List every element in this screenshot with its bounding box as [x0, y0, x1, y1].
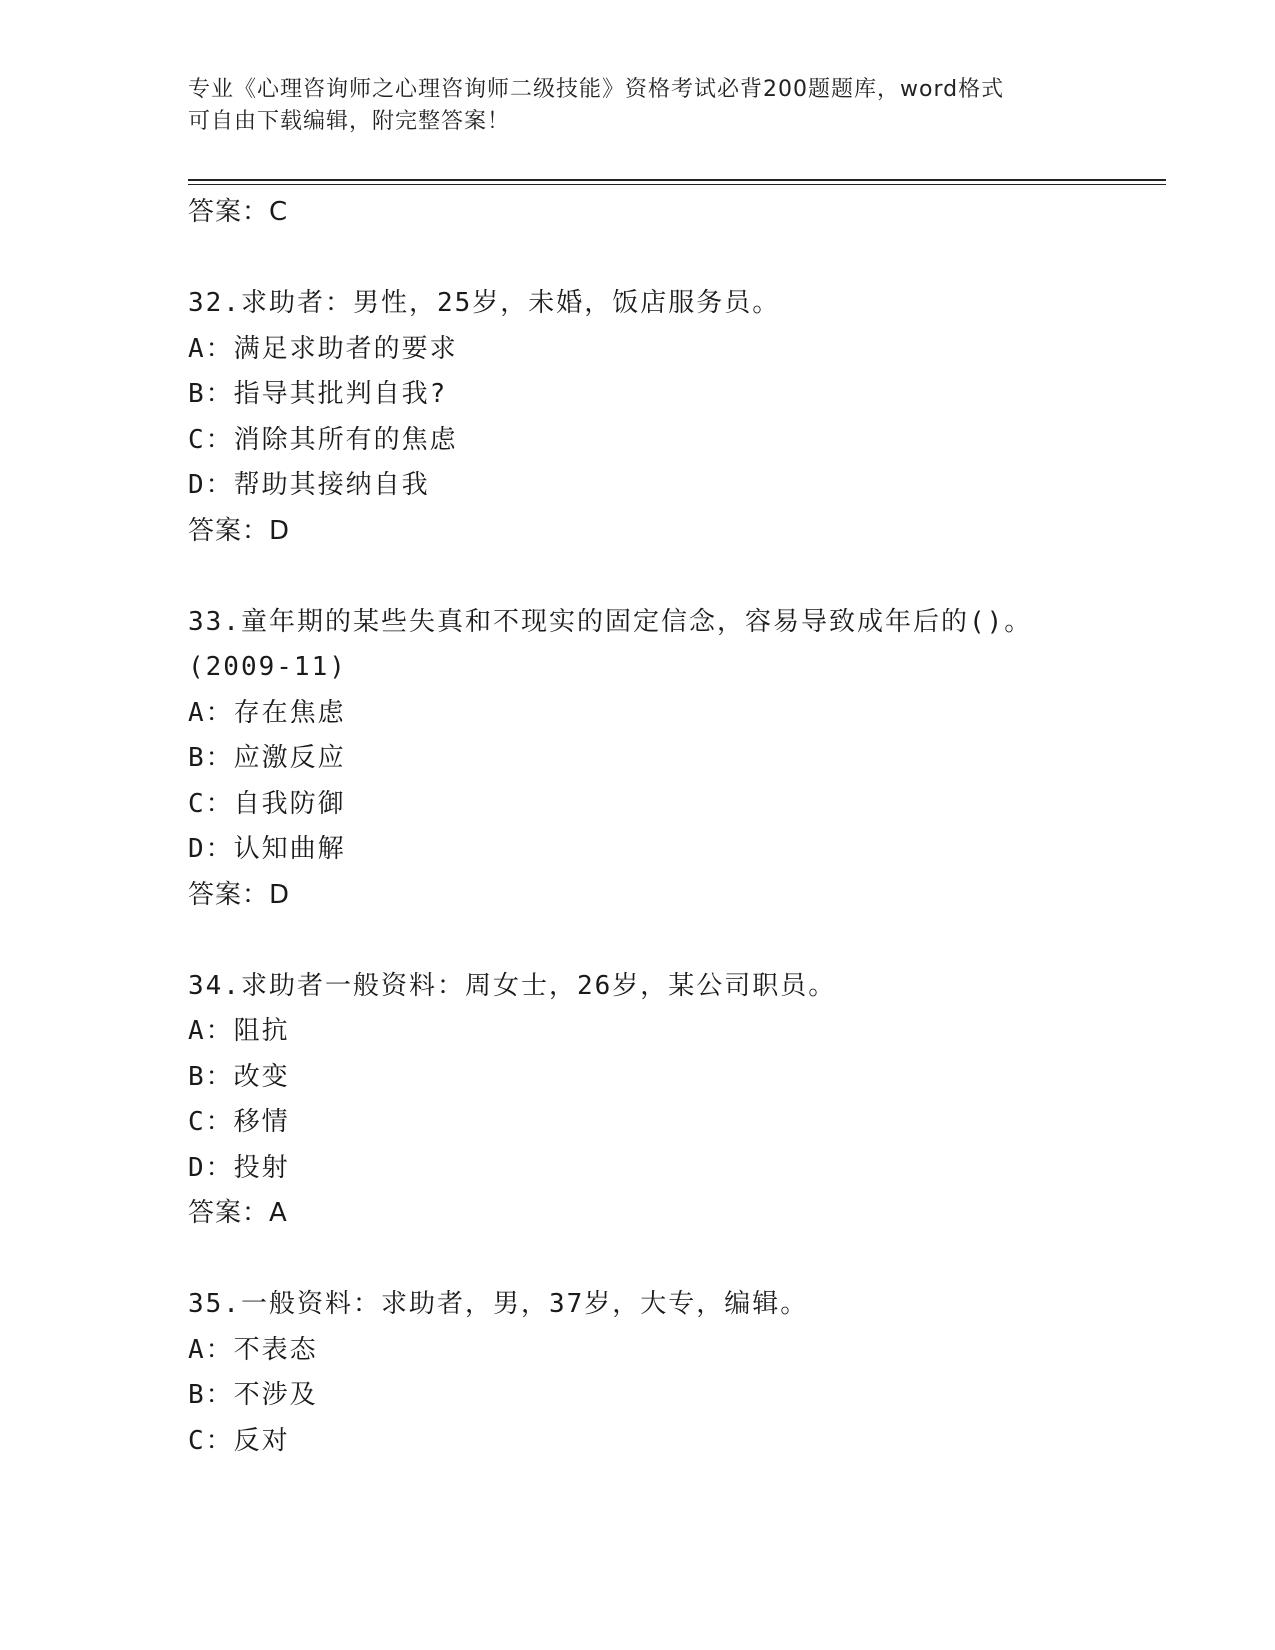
- answer-line: 答案：A: [188, 1198, 288, 1228]
- header-divider-thin: [188, 184, 1166, 185]
- question-content: [188, 190, 1108, 1464]
- question-block-32: [188, 281, 1108, 554]
- header-title-line-1: 专业《心理咨询师之心理咨询师二级技能》资格考试必背200题题库，word格式: [188, 77, 1005, 102]
- option-c: C：消除其所有的焦虑: [188, 424, 458, 455]
- question-text: 35.一般资料：求助者，男，37岁，大专，编辑。: [188, 1289, 809, 1319]
- option-b: B：改变: [188, 1061, 290, 1092]
- header-divider-thick: [188, 179, 1166, 181]
- header-title-line-2: 可自由下载编辑，附完整答案！: [188, 109, 511, 134]
- option-c: C：反对: [188, 1425, 290, 1456]
- answer-line: 答案：C: [188, 197, 289, 227]
- question-block-35: [188, 1282, 1108, 1464]
- option-b: B：指导其批判自我?: [188, 379, 448, 409]
- option-c: C：自我防御: [188, 788, 346, 819]
- page-header: [188, 74, 1088, 138]
- question-text: 32.求助者：男性，25岁，未婚，饭店服务员。: [188, 288, 781, 318]
- question-text-continued: (2009-11): [188, 652, 347, 682]
- question-block-33: [188, 600, 1108, 919]
- option-a: A：不表态: [188, 1334, 318, 1365]
- option-d: D：认知曲解: [188, 834, 346, 864]
- spacer: [188, 236, 1108, 282]
- question-text: 33.童年期的某些失真和不现实的固定信念，容易导致成年后的()。: [188, 606, 1033, 637]
- option-b: B：不涉及: [188, 1380, 318, 1410]
- spacer: [188, 1237, 1108, 1283]
- option-b: B：应激反应: [188, 743, 346, 773]
- spacer: [188, 554, 1108, 600]
- option-d: D：投射: [188, 1152, 290, 1183]
- option-a: A：满足求助者的要求: [188, 333, 458, 364]
- option-a: A：阻抗: [188, 1016, 290, 1046]
- option-c: C：移情: [188, 1107, 290, 1137]
- spacer: [188, 918, 1108, 964]
- option-d: D：帮助其接纳自我: [188, 470, 430, 500]
- answer-line: 答案：D: [188, 879, 291, 910]
- option-a: A：存在焦虑: [188, 697, 346, 728]
- question-text: 34.求助者一般资料：周女士，26岁，某公司职员。: [188, 970, 837, 1001]
- question-block-34: [188, 964, 1108, 1237]
- answer-line: 答案：D: [188, 515, 291, 546]
